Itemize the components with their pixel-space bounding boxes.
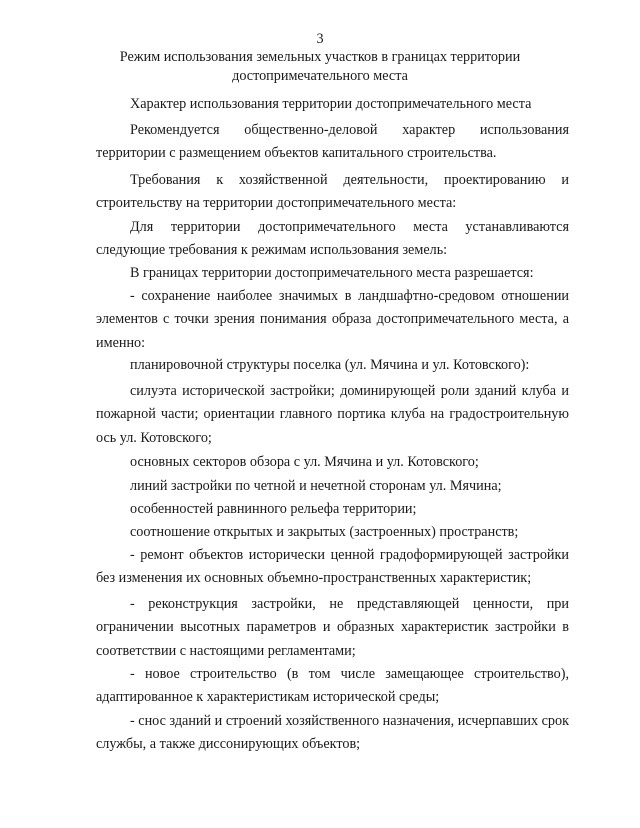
- paragraph-planning-structure: планировочной структуры поселка (ул. Мячина и ул. Котовского):: [130, 357, 530, 373]
- paragraph-new-construction: - новое строительство (в том числе замещающее строительство), адаптированное к характеристикам исторической среды;: [96, 666, 569, 706]
- paragraph-spaces: соотношение открытых и закрытых (застроенных) пространств;: [130, 524, 519, 540]
- paragraph-demolition: - снос зданий и строений хозяйственного назначения, исчерпавших срок службы, а также диссонирующих объектов;: [96, 713, 569, 753]
- paragraph-preservation: - сохранение наиболее значимых в ландшафтно-средовом отношении элементов с точки зрения понимания образа достопримечательного места, а именно:: [96, 288, 569, 351]
- page-number: 3: [316, 31, 324, 47]
- paragraph-view-sectors: основных секторов обзора с ул. Мячина и ул. Котовского;: [130, 454, 479, 470]
- paragraph-territory: Для территории достопримечательного места устанавливаются следующие требования к режимам использования земель:: [96, 219, 569, 259]
- paragraph-silhouette: силуэта исторической застройки; доминирующей роли зданий клуба и пожарной части; ориентации главного портика клуба на градостроительную ось ул. Котовского;: [96, 383, 569, 446]
- paragraph-character-heading: Характер использования территории достопримечательного места: [130, 96, 532, 112]
- paragraph-recommendation: Рекомендуется общественно-деловой характер использования территории с размещением объектов капитального строительства.: [96, 122, 569, 162]
- paragraph-building-lines: линий застройки по четной и нечетной сторонам ул. Мячина;: [130, 478, 502, 494]
- paragraph-repair: - ремонт объектов исторически ценной градоформирующей застройки без изменения их основных объемно-пространственных характеристик;: [96, 547, 569, 587]
- title-line-1: Режим использования земельных участков в границах территории: [119, 49, 521, 65]
- page-title: [100, 48, 540, 86]
- paragraph-allowed: В границах территории достопримечательного места разрешается:: [130, 265, 534, 281]
- paragraph-requirements: Требования к хозяйственной деятельности, проектированию и строительству на территории достопримечательного места:: [96, 172, 569, 212]
- title-line-2: достопримечательного места: [232, 68, 408, 84]
- paragraph-reconstruction: - реконструкция застройки, не представляющей ценности, при ограничении высотных параметров и образных характеристик застройки в соответствии с настоящими регламентами;: [96, 596, 569, 659]
- paragraph-relief: особенностей равнинного рельефа территории;: [130, 501, 417, 517]
